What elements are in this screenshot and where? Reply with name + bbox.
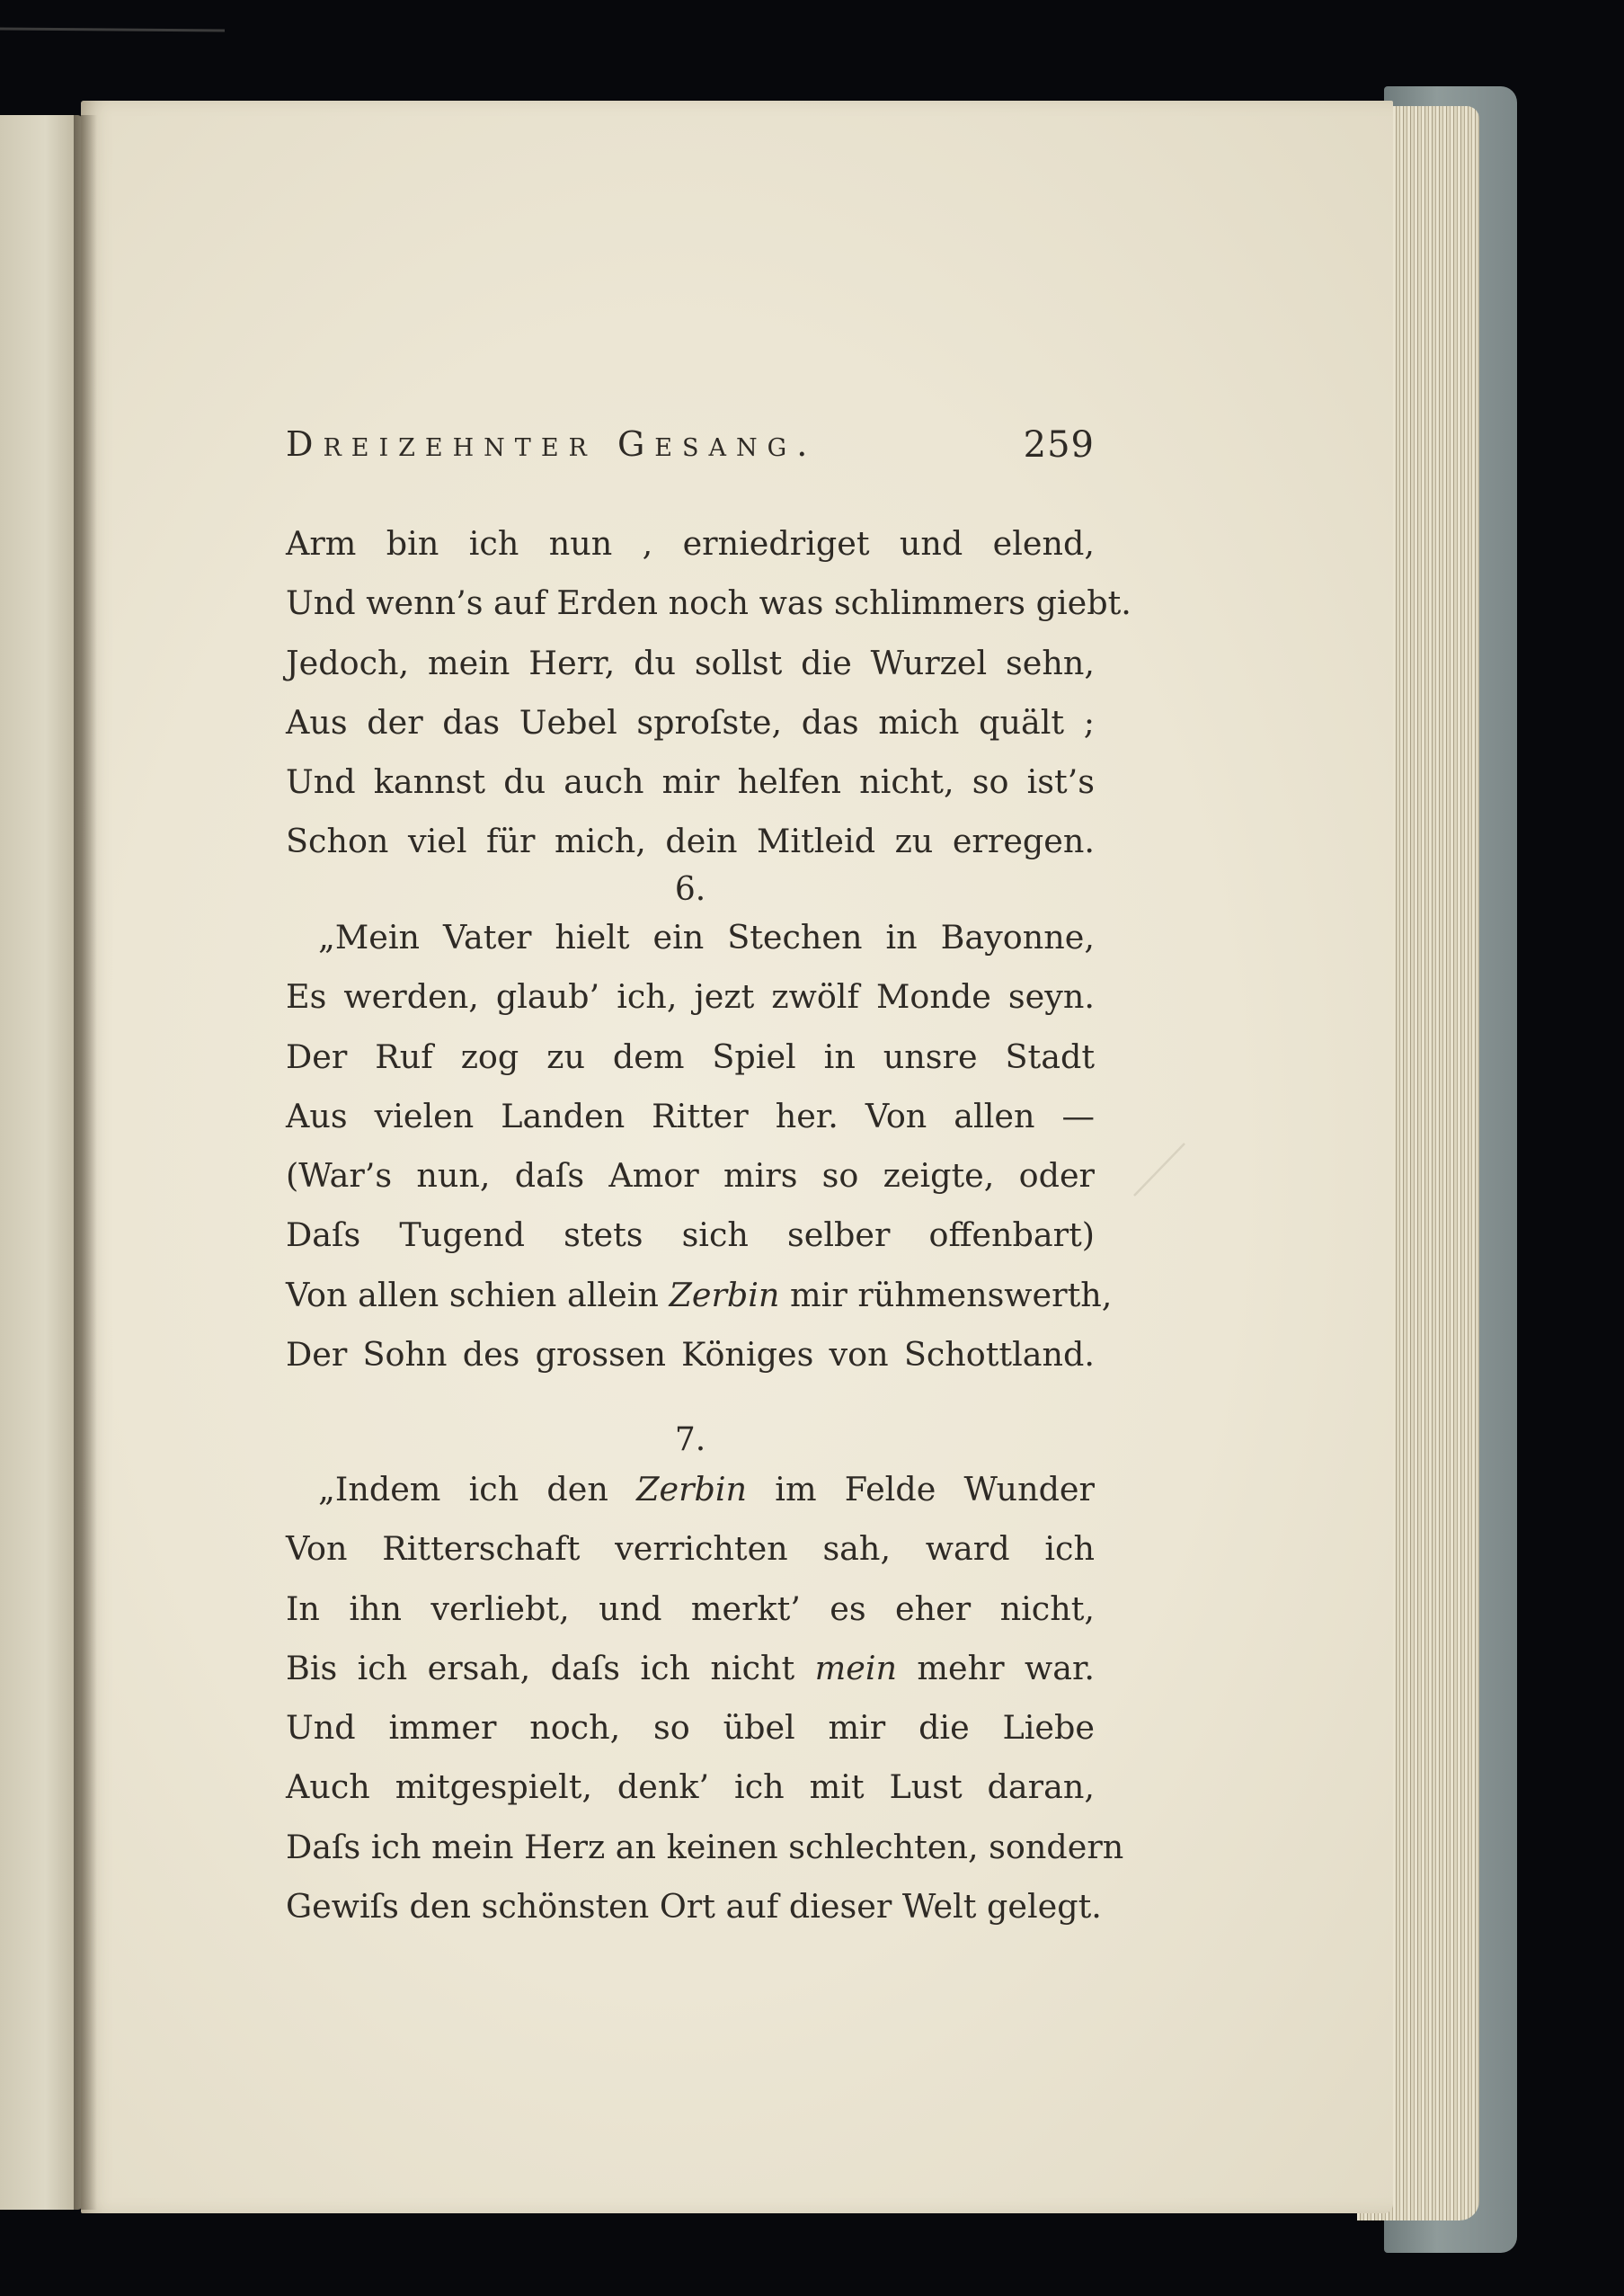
italic-name: Zerbin bbox=[669, 1275, 780, 1314]
italic-name: Zerbin bbox=[636, 1470, 748, 1508]
stanza-number: 7. bbox=[674, 1421, 706, 1458]
italic-name: mein bbox=[814, 1648, 898, 1687]
verse-line: Daſs Tugend stets sich selber offenbart) bbox=[286, 1215, 1095, 1255]
gutter-shadow bbox=[74, 115, 97, 2210]
stanza bbox=[286, 1460, 1124, 1936]
line-segment: mehr war. bbox=[897, 1648, 1095, 1687]
left-facing-page bbox=[0, 115, 83, 2210]
verse-line: Und wenn’s auf Erden noch was schlimmers giebt. bbox=[286, 583, 1131, 623]
stanza bbox=[286, 514, 1131, 872]
verse-line: Daſs ich mein Herz an keinen schlechten, sondern bbox=[286, 1827, 1124, 1866]
page-number: 259 bbox=[1023, 424, 1095, 466]
line-segment: Bis ich ersah, daſs ich nicht bbox=[286, 1648, 815, 1687]
verse-line bbox=[286, 1639, 1095, 1698]
book-page bbox=[81, 101, 1393, 2213]
verse-line bbox=[286, 1460, 1095, 1519]
verse-line: Jedoch, mein Herr, du sollst die Wurzel sehn, bbox=[286, 643, 1095, 682]
chapter-title: Dreizehnter Gesang. bbox=[286, 424, 818, 464]
verse-line: Arm bin ich nun , erniedriget und elend, bbox=[286, 524, 1095, 563]
line-segment: „Indem ich den bbox=[318, 1470, 637, 1508]
verse-line: Der Sohn des grossen Königes von Schottland. bbox=[286, 1335, 1095, 1375]
verse-line: Auch mitgespielt, denk’ ich mit Lust daran, bbox=[286, 1767, 1095, 1807]
verse-line: Und immer noch, so übel mir die Liebe bbox=[286, 1708, 1095, 1748]
verse-line: Aus der das Uebel sproſste, das mich quält ; bbox=[286, 702, 1095, 742]
verse-line: Es werden, glaub’ ich, jezt zwölf Monde seyn. bbox=[286, 977, 1095, 1017]
stanza-number: 6. bbox=[674, 871, 706, 908]
line-segment: mir rühmenswerth, bbox=[779, 1275, 1113, 1314]
verse-line: Der Ruf zog zu dem Spiel in unsre Stadt bbox=[286, 1037, 1095, 1076]
line-segment: Von allen schien allein bbox=[286, 1275, 670, 1314]
verse-line bbox=[286, 1266, 1113, 1325]
stanza bbox=[286, 908, 1113, 1384]
verse-line: Schon viel für mich, dein Mitleid zu erregen. bbox=[286, 822, 1095, 861]
verse-line: Aus vielen Landen Ritter her. Von allen — bbox=[286, 1096, 1095, 1135]
verse-line: „Mein Vater hielt ein Stechen in Bayonne, bbox=[318, 918, 1095, 957]
verse-line: In ihn verliebt, und merkt’ es eher nicht, bbox=[286, 1589, 1095, 1628]
verse-line: Und kannst du auch mir helfen nicht, so ist’s bbox=[286, 762, 1095, 802]
running-header bbox=[286, 424, 1095, 478]
verse-line: Gewiſs den schönsten Ort auf dieser Welt gelegt. bbox=[286, 1887, 1102, 1927]
verse-line: (War’s nun, daſs Amor mirs so zeigte, oder bbox=[286, 1156, 1095, 1196]
verse-line: Von Ritterschaft verrichten sah, ward ich bbox=[286, 1529, 1095, 1569]
line-segment: im Felde Wunder bbox=[747, 1470, 1095, 1508]
